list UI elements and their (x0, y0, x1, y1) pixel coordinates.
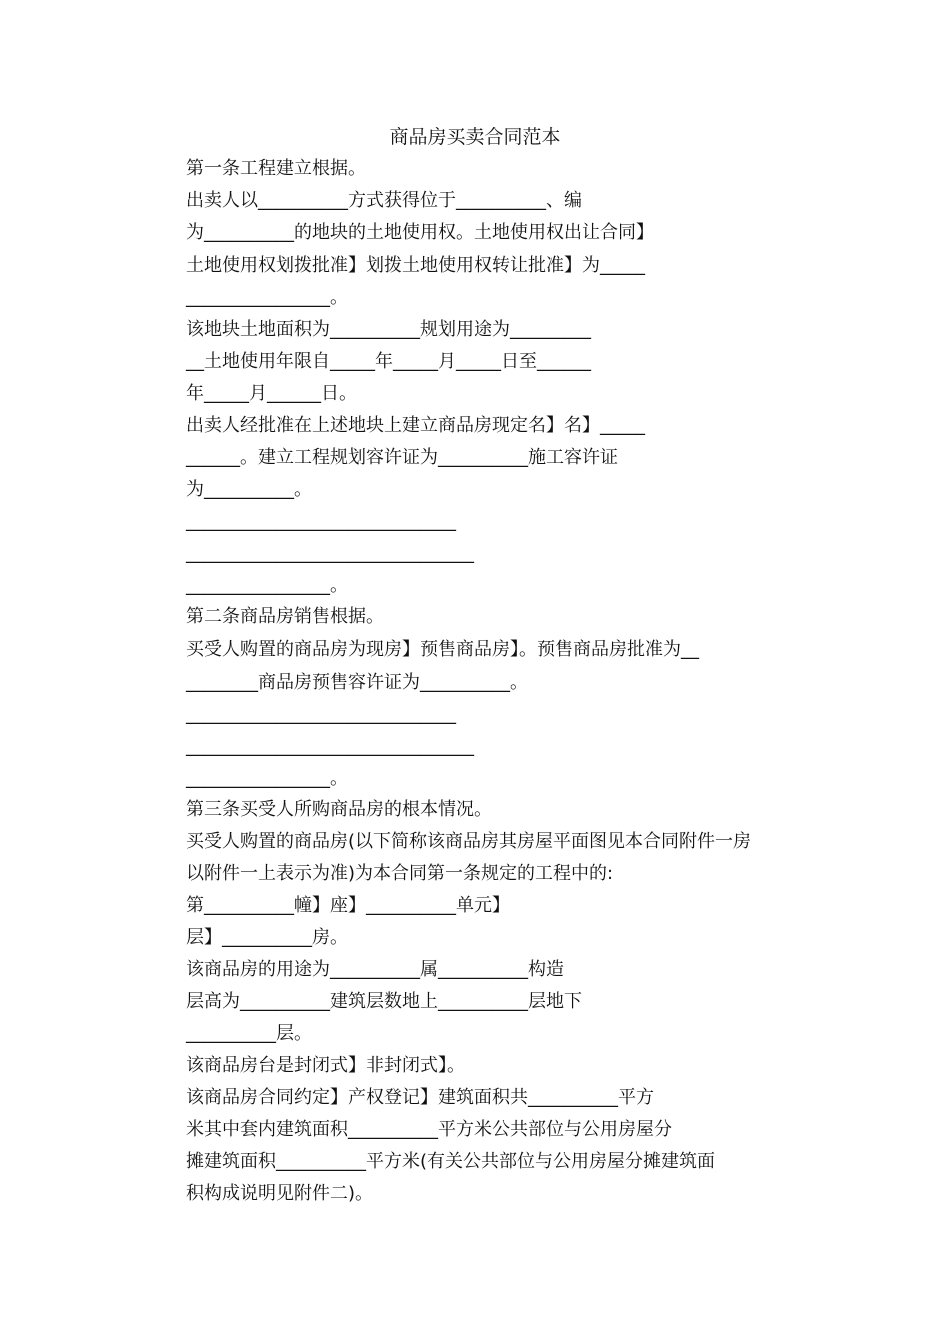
text-line: 摊建筑面积__________平方米(有关公共部位与公用房屋分摊建筑面 (186, 1151, 716, 1172)
text-line: ________________________________ (186, 543, 474, 564)
text-line: ________________。 (186, 287, 348, 308)
text-line: __________层。 (186, 1023, 312, 1044)
text-line: 以附件一上表示为准)为本合同第一条规定的工程中的: (186, 863, 614, 884)
text-line: ______________________________ (186, 511, 456, 532)
text-line: 第二条商品房销售根据。 (186, 606, 384, 627)
text-line: 出卖人经批准在上述地块上建立商品房现定名】名】_____ (186, 415, 645, 436)
text-line: 该商品房合同约定】产权登记】建筑面积共__________平方 (186, 1087, 654, 1108)
text-line: ________________。 (186, 575, 348, 596)
text-line: 该地块土地面积为__________规划用途为_________ (186, 319, 591, 340)
text-line: ________________________________ (186, 736, 474, 757)
text-line: 第三条买受人所购商品房的根本情况。 (186, 799, 492, 820)
text-line: 该商品房的用途为__________属__________构造 (186, 959, 564, 980)
document-title: 商品房买卖合同范本 (389, 126, 561, 148)
text-line: 层】__________房。 (186, 927, 348, 948)
text-line: 第一条工程建立根据。 (186, 158, 366, 179)
text-line: 土地使用权划拨批准】划拨土地使用权转让批准】为_____ (186, 255, 645, 276)
text-line: 层高为__________建筑层数地上__________层地下 (186, 991, 582, 1012)
text-line: 积构成说明见附件二)。 (186, 1183, 374, 1204)
text-line: ________商品房预售容许证为__________。 (186, 672, 528, 693)
text-line: 年_____月______日。 (186, 383, 357, 404)
text-line: 该商品房台是封闭式】非封闭式】。 (186, 1055, 465, 1076)
text-line: 为__________的地块的土地使用权。土地使用权出让合同】 (186, 222, 654, 243)
text-line: 第__________幢】座】__________单元】 (186, 895, 510, 916)
text-line: __土地使用年限自_____年_____月_____日至______ (186, 351, 591, 372)
text-line: 为__________。 (186, 479, 312, 500)
text-line: 米其中套内建筑面积__________平方米公共部位与公用房屋分 (186, 1119, 672, 1140)
text-line: 买受人购置的商品房为现房】预售商品房】。预售商品房批准为__ (186, 639, 699, 660)
text-line: 出卖人以__________方式获得位于__________、编 (186, 190, 582, 211)
text-line: ______。建立工程规划容许证为__________施工容许证 (186, 447, 618, 468)
text-line: 买受人购置的商品房(以下简称该商品房其房屋平面图见本合同附件一房 (186, 831, 752, 852)
text-line: ______________________________ (186, 704, 456, 725)
text-line: ________________。 (186, 768, 348, 789)
